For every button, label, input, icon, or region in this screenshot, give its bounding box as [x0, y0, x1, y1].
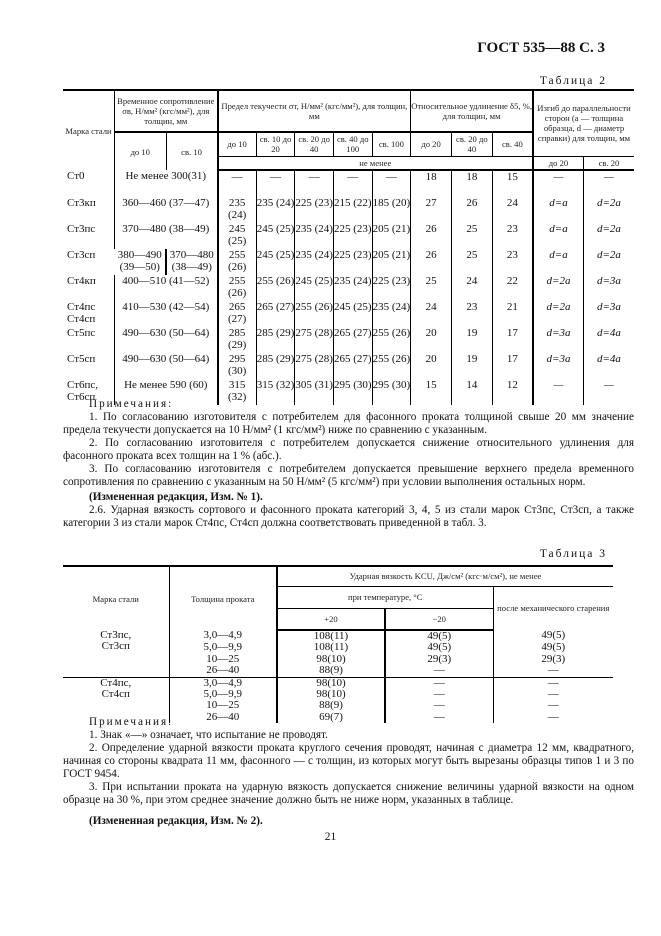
- thickness-value: 5,0—9,9: [169, 689, 277, 700]
- tensile-value: 410—530 (42—54): [115, 301, 218, 327]
- elongation-value: 17: [492, 327, 533, 353]
- header-aged: после механического старения: [493, 586, 613, 630]
- header-tensile-sub: св. 10: [166, 132, 218, 170]
- yield-value: 265 (27): [333, 327, 372, 353]
- yield-value: 225 (23): [333, 223, 372, 249]
- impact-plus20: 98(10): [277, 689, 385, 700]
- elongation-value: 18: [411, 170, 452, 197]
- yield-value: 245 (25): [333, 301, 372, 327]
- yield-value: 255 (26): [295, 301, 334, 327]
- table-row: [63, 327, 634, 353]
- bend-value: d=3a: [583, 275, 634, 301]
- elongation-value: 17: [492, 353, 533, 379]
- bend-value: d=a: [533, 197, 583, 223]
- tensile-value: 360—460 (37—47): [115, 197, 218, 223]
- yield-value: —: [218, 170, 257, 197]
- bend-value: —: [533, 379, 583, 405]
- yield-value: 305 (31): [295, 379, 334, 405]
- header-bend: Изгиб до параллельности сторон (a — толщина образца, d — диаметр справки) для толщин, мм: [533, 90, 634, 156]
- impact-plus20: 88(9): [277, 700, 385, 711]
- header-elong-sub: св. 20 до 40: [451, 132, 492, 156]
- elongation-value: 26: [451, 197, 492, 223]
- yield-value: 185 (20): [372, 197, 411, 223]
- elongation-value: 12: [492, 379, 533, 405]
- bend-value: d=2a: [583, 223, 634, 249]
- elongation-value: 24: [492, 197, 533, 223]
- bend-value: d=2a: [533, 301, 583, 327]
- thickness-value: 3,0—4,9: [169, 630, 277, 642]
- notes-table3: [63, 716, 634, 828]
- revision-note-1: (Измененная редакция, Изм. № 1).: [89, 491, 263, 503]
- header-plus20: +20: [277, 608, 385, 630]
- bend-value: d=a: [533, 223, 583, 249]
- yield-value: 255 (26): [372, 353, 411, 379]
- clause-2-6: 2.6. Ударная вязкость сортового и фасонного проката категорий 3, 4, 5 из стали марок Ст3пс, Ст3сп, а также категории 3 из стали марок Ст4пс, Ст4сп должна соответствовать приведенной в табл. 3.: [63, 504, 634, 529]
- notes-title: Примечания:: [89, 398, 174, 410]
- note-item: 3. При испытании проката на ударную вязкость допускается снижение величины ударной вязкости на одном образце на 30 %, при этом среднее значение должно быть не ниже норм, указанных в таблице.: [63, 781, 634, 806]
- elongation-value: 25: [451, 223, 492, 249]
- bend-value: d=2a: [583, 197, 634, 223]
- steel-grade: Ст3сп: [67, 249, 96, 261]
- yield-value: 265 (27): [218, 301, 257, 327]
- thickness-value: 10—25: [169, 654, 277, 665]
- yield-value: 245 (25): [295, 275, 334, 301]
- yield-value: 225 (23): [372, 275, 411, 301]
- table-row: [63, 353, 634, 379]
- header-bend-sub: до 20: [533, 156, 583, 170]
- elongation-value: 23: [451, 301, 492, 327]
- elongation-value: 20: [411, 327, 452, 353]
- impact-aged: —: [493, 677, 613, 689]
- yield-value: 245 (25): [256, 249, 295, 275]
- impact-minus20: 29(3): [385, 654, 493, 665]
- steel-grade: Ст3пс, Ст3сп: [100, 629, 132, 653]
- steel-grade: Ст5пс: [67, 327, 96, 339]
- bend-value: d=a: [533, 249, 583, 275]
- yield-value: 295 (30): [333, 379, 372, 405]
- table-row: [63, 301, 634, 327]
- elongation-value: 24: [411, 301, 452, 327]
- tensile-value: 400—510 (41—52): [115, 275, 218, 301]
- bend-value: —: [533, 170, 583, 197]
- note-item: 1. Знак «—» означает, что испытание не проводят.: [89, 729, 328, 741]
- table2-caption: Таблица 2: [539, 75, 607, 87]
- steel-grade: Ст5сп: [67, 353, 96, 365]
- header-yield-sub: св. 40 до 100: [333, 132, 372, 156]
- impact-minus20: 49(5): [385, 642, 493, 653]
- bend-value: d=3a: [533, 327, 583, 353]
- elongation-value: 23: [492, 249, 533, 275]
- yield-value: 235 (24): [295, 249, 334, 275]
- bend-value: —: [583, 379, 634, 405]
- header-minus20: −20: [385, 608, 493, 630]
- impact-minus20: —: [385, 689, 493, 700]
- impact-aged: 29(3): [493, 654, 613, 665]
- yield-value: 235 (24): [333, 275, 372, 301]
- thickness-value: 5,0—9,9: [169, 642, 277, 653]
- yield-value: 215 (22): [333, 197, 372, 223]
- yield-value: 245 (25): [256, 223, 295, 249]
- elongation-value: 15: [492, 170, 533, 197]
- impact-plus20: 108(11): [277, 630, 385, 642]
- yield-value: 235 (24): [218, 197, 257, 223]
- table-2: [63, 89, 634, 405]
- header-at-temp: при температуре, °С: [277, 586, 493, 608]
- yield-value: 315 (32): [256, 379, 295, 405]
- bend-value: d=2a: [583, 249, 634, 275]
- bend-value: d=4a: [583, 353, 634, 379]
- table-row: [63, 249, 634, 275]
- revision-note-2: (Измененная редакция, Изм. № 2).: [89, 815, 263, 827]
- header-tensile: Временное сопротивление σв, Н/мм² (кгс/мм²), для толщин, мм: [115, 90, 218, 132]
- tensile-value: Не менее 590 (60): [115, 379, 218, 405]
- steel-grade: Ст4пс, Ст4сп: [63, 677, 169, 723]
- note-item: 1. По согласованию изготовителя с потребителем для фасонного проката толщиной свыше 20 мм значение предела текучести допускается на 10 Н/мм² (1 кгс/мм²) ниже по сравнению с указанным.: [63, 411, 634, 436]
- header-impact: Ударная вязкость KCU, Дж/см² (кгс·м/см²), не менее: [277, 566, 613, 586]
- bend-value: d=3a: [583, 301, 634, 327]
- yield-value: 295 (30): [372, 379, 411, 405]
- impact-aged: 49(5): [493, 642, 613, 653]
- notes-table2: [63, 398, 634, 489]
- yield-value: —: [372, 170, 411, 197]
- bend-value: —: [583, 170, 634, 197]
- yield-value: 285 (29): [256, 327, 295, 353]
- tensile-value: 380—490 (39—50): [117, 249, 162, 273]
- table3-caption: Таблица 3: [539, 548, 607, 560]
- impact-aged: 49(5): [493, 630, 613, 642]
- yield-value: 265 (27): [256, 301, 295, 327]
- clause-section: [63, 491, 634, 530]
- impact-aged: —: [493, 712, 613, 723]
- document-header: ГОСТ 535—88 С. 3: [477, 40, 605, 56]
- yield-value: 225 (23): [333, 249, 372, 275]
- bend-value: d=4a: [583, 327, 634, 353]
- header-tensile-sub: до 10: [115, 132, 167, 170]
- header-elongation: Относительное удлинение δ5, %, для толщин, мм: [411, 90, 533, 132]
- impact-minus20: —: [385, 700, 493, 711]
- header-yield-sub: св. 20 до 40: [295, 132, 334, 156]
- yield-value: 205 (21): [372, 223, 411, 249]
- yield-value: 285 (29): [218, 327, 257, 353]
- elongation-value: 19: [451, 327, 492, 353]
- impact-plus20: 69(7): [277, 712, 385, 723]
- elongation-value: 15: [411, 379, 452, 405]
- thickness-value: 3,0—4,9: [169, 677, 277, 689]
- steel-grade: Ст3пс: [67, 223, 96, 235]
- yield-value: 315 (32): [218, 379, 257, 405]
- header-thickness: Толщина проката: [169, 566, 277, 630]
- elongation-value: 19: [451, 353, 492, 379]
- note-item: 2. По согласованию изготовителя с потребителем допускается снижение относительного удлинения для фасонного проката всех толщин на 1 % (абс.).: [63, 437, 634, 462]
- tensile-value: 490—630 (50—64): [115, 353, 218, 379]
- impact-aged: —: [493, 700, 613, 711]
- header-yield: Предел текучести σт, Н/мм² (кгс/мм²), для толщин, мм: [218, 90, 411, 132]
- tensile-value: 370—480 (38—49): [115, 223, 218, 249]
- yield-value: —: [333, 170, 372, 197]
- tensile-value: Не менее 300(31): [115, 170, 218, 197]
- elongation-value: 23: [492, 223, 533, 249]
- tensile-value: 370—480 (38—49): [166, 249, 218, 275]
- yield-value: 255 (26): [218, 275, 257, 301]
- elongation-value: 27: [411, 197, 452, 223]
- notes-title: Примечания:: [89, 716, 174, 728]
- header-yield-sub: до 10: [218, 132, 257, 156]
- yield-value: —: [256, 170, 295, 197]
- table-3: [63, 565, 613, 723]
- yield-value: 275 (28): [295, 327, 334, 353]
- elongation-value: 25: [411, 275, 452, 301]
- header-elong-sub: до 20: [411, 132, 452, 156]
- header-yield-sub: св. 100: [372, 132, 411, 156]
- header-not-less: не менее: [218, 156, 533, 170]
- table-row: [63, 275, 634, 301]
- bend-value: d=2a: [533, 275, 583, 301]
- yield-value: 235 (24): [256, 197, 295, 223]
- yield-value: 285 (29): [256, 353, 295, 379]
- impact-aged: —: [493, 689, 613, 700]
- impact-minus20: 49(5): [385, 630, 493, 642]
- steel-grade: Ст0: [67, 170, 85, 182]
- header-yield-sub: св. 10 до 20: [256, 132, 295, 156]
- note-item: 2. Определение ударной вязкости проката круглого сечения проводят, начиная с диаметра 12 мм, квадратного, начиная со стороны квадрата 11 мм, фасонного — с толщин, из которых могут быть вырезаны образцы типов 1 и 3 по ГОСТ 9454.: [63, 742, 634, 780]
- header-mark: Марка стали: [63, 566, 169, 630]
- bend-value: d=3a: [533, 353, 583, 379]
- yield-value: 205 (21): [372, 249, 411, 275]
- thickness-value: 10—25: [169, 700, 277, 711]
- table-row: [63, 223, 634, 249]
- elongation-value: 14: [451, 379, 492, 405]
- impact-plus20: 98(10): [277, 677, 385, 689]
- table-row: [63, 197, 634, 223]
- yield-value: 225 (23): [295, 197, 334, 223]
- elongation-value: 18: [451, 170, 492, 197]
- steel-grade: Ст3кп: [67, 197, 96, 209]
- note-item: 3. По согласованию изготовителя с потребителем допускается превышение верхнего предела временного сопротивления по сравнению с указанным на 50 Н/мм² (5 кгс/мм²) при условии выполнения остальных норм.: [63, 463, 634, 488]
- yield-value: 255 (26): [256, 275, 295, 301]
- header-elong-sub: св. 40: [492, 132, 533, 156]
- impact-minus20: —: [385, 712, 493, 723]
- thickness-value: 26—40: [169, 712, 277, 723]
- elongation-value: 26: [411, 223, 452, 249]
- impact-plus20: 108(11): [277, 642, 385, 653]
- impact-aged: —: [493, 665, 613, 677]
- thickness-value: 26—40: [169, 665, 277, 677]
- elongation-value: 22: [492, 275, 533, 301]
- elongation-value: 26: [411, 249, 452, 275]
- elongation-value: 20: [411, 353, 452, 379]
- impact-minus20: —: [385, 677, 493, 689]
- yield-value: 235 (24): [372, 301, 411, 327]
- elongation-value: 25: [451, 249, 492, 275]
- yield-value: 295 (30): [218, 353, 257, 379]
- steel-grade: Ст4кп: [67, 275, 96, 287]
- elongation-value: 21: [492, 301, 533, 327]
- impact-minus20: —: [385, 665, 493, 677]
- header-bend-sub: св. 20: [583, 156, 634, 170]
- yield-value: 245 (25): [218, 223, 257, 249]
- page-number: 21: [324, 831, 337, 843]
- impact-plus20: 98(10): [277, 654, 385, 665]
- yield-value: 255 (26): [372, 327, 411, 353]
- tensile-value: 490—630 (50—64): [115, 327, 218, 353]
- elongation-value: 24: [451, 275, 492, 301]
- yield-value: 265 (27): [333, 353, 372, 379]
- yield-value: 275 (28): [295, 353, 334, 379]
- yield-value: 255 (26): [218, 249, 257, 275]
- steel-grade: Ст4пс Ст4сп: [67, 301, 96, 325]
- table-row: [63, 170, 634, 197]
- header-mark: Марка стали: [63, 90, 115, 170]
- steel-grade: Ст6пс, Ст6сп: [67, 379, 99, 403]
- impact-plus20: 88(9): [277, 665, 385, 677]
- yield-value: 235 (24): [295, 223, 334, 249]
- yield-value: —: [295, 170, 334, 197]
